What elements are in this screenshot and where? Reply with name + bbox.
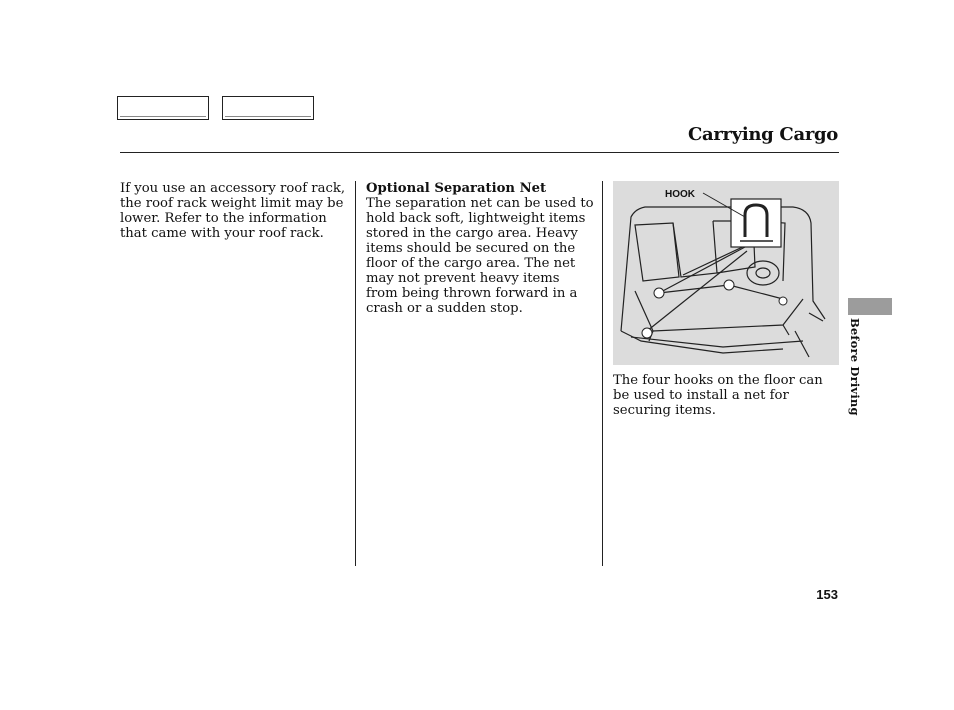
middle-column xyxy=(366,181,594,316)
page-title: Carrying Cargo xyxy=(687,124,838,145)
nav-button-inner xyxy=(225,99,311,117)
left-column xyxy=(120,181,346,241)
column-divider xyxy=(355,181,356,566)
column-divider xyxy=(602,181,603,566)
figure-caption: The four hooks on the floor can be used to install a net for securing items. xyxy=(613,373,823,418)
section-tab xyxy=(848,298,892,315)
right-column xyxy=(613,373,839,418)
nav-button-previous[interactable] xyxy=(117,96,209,120)
page-number: 153 xyxy=(816,587,838,602)
separation-net-paragraph: The separation net can be used to hold back soft, lightweight items stored in the cargo area. Heavy items should be secured on the floor of the cargo area. The net may not prevent heavy items from being thrown forward in a crash or a sudden stop. xyxy=(366,196,594,316)
cargo-hook-illustration xyxy=(613,181,839,365)
hook-label: HOOK xyxy=(665,189,695,200)
cargo-area-drawing xyxy=(613,181,839,365)
title-rule xyxy=(120,152,839,153)
section-heading: Optional Separation Net xyxy=(366,181,547,196)
nav-button-inner xyxy=(120,99,206,117)
section-label: Before Driving xyxy=(848,318,862,416)
nav-button-next[interactable] xyxy=(222,96,314,120)
roof-rack-paragraph: If you use an accessory roof rack, the roof rack weight limit may be lower. Refer to the information that came with your roof rack. xyxy=(120,181,346,241)
